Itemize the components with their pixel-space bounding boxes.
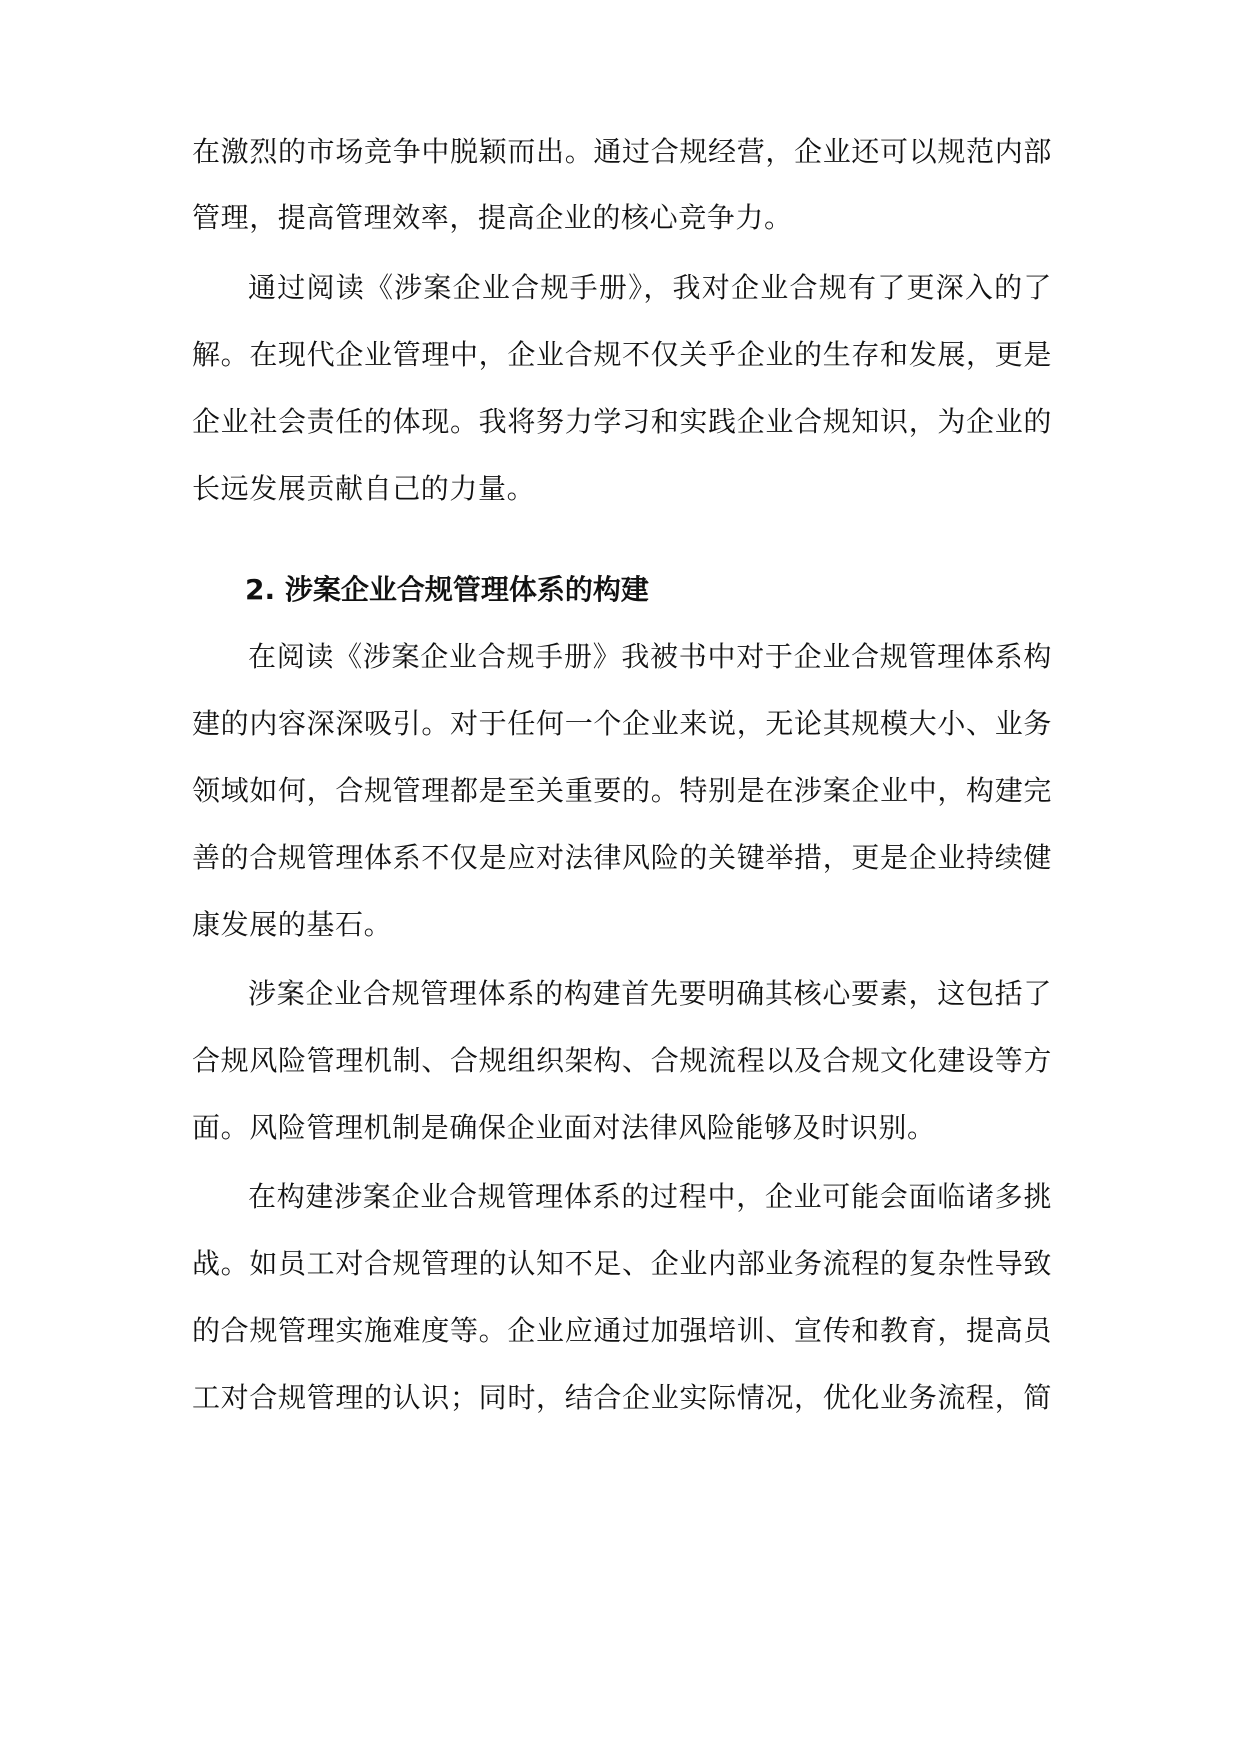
- paragraph-4-line-2: 合规风险管理机制、合规组织架构、合规流程以及合规文化建设等方: [192, 1044, 1052, 1077]
- paragraph-3-line-4: 善的合规管理体系不仅是应对法律风险的关键举措，更是企业持续健: [192, 841, 1052, 874]
- paragraph-3-line-1: 在阅读《涉案企业合规手册》我被书中对于企业合规管理体系构: [248, 640, 1052, 673]
- paragraph-5-line-1: 在构建涉案企业合规管理体系的过程中，企业可能会面临诸多挑: [248, 1180, 1052, 1213]
- paragraph-5-line-2: 战。如员工对合规管理的认知不足、企业内部业务流程的复杂性导致: [192, 1247, 1052, 1280]
- paragraph-3-line-3: 领域如何，合规管理都是至关重要的。特别是在涉案企业中，构建完: [192, 774, 1052, 807]
- paragraph-2-line-3: 企业社会责任的体现。我将努力学习和实践企业合规知识，为企业的: [192, 405, 1052, 438]
- paragraph-2-line-2: 解。在现代企业管理中，企业合规不仅关乎企业的生存和发展，更是: [192, 338, 1052, 371]
- paragraph-4-line-3: 面。风险管理机制是确保企业面对法律风险能够及时识别。: [192, 1111, 936, 1144]
- paragraph-5-line-4: 工对合规管理的认识；同时，结合企业实际情况，优化业务流程，简: [192, 1381, 1052, 1414]
- paragraph-1-line-1: 在激烈的市场竞争中脱颖而出。通过合规经营，企业还可以规范内部: [192, 135, 1052, 168]
- paragraph-4-line-1: 涉案企业合规管理体系的构建首先要明确其核心要素，这包括了: [248, 977, 1052, 1010]
- paragraph-1-line-2: 管理，提高管理效率，提高企业的核心竞争力。: [192, 201, 793, 234]
- paragraph-2-line-4: 长远发展贡献自己的力量。: [192, 472, 536, 505]
- paragraph-5-line-3: 的合规管理实施难度等。企业应通过加强培训、宣传和教育，提高员: [192, 1314, 1052, 1347]
- paragraph-3-line-2: 建的内容深深吸引。对于任何一个企业来说，无论其规模大小、业务: [192, 707, 1052, 740]
- paragraph-2-line-1: 通过阅读《涉案企业合规手册》，我对企业合规有了更深入的了: [248, 271, 1052, 304]
- section-heading: 2. 涉案企业合规管理体系的构建: [245, 573, 649, 606]
- paragraph-3-line-5: 康发展的基石。: [192, 908, 393, 941]
